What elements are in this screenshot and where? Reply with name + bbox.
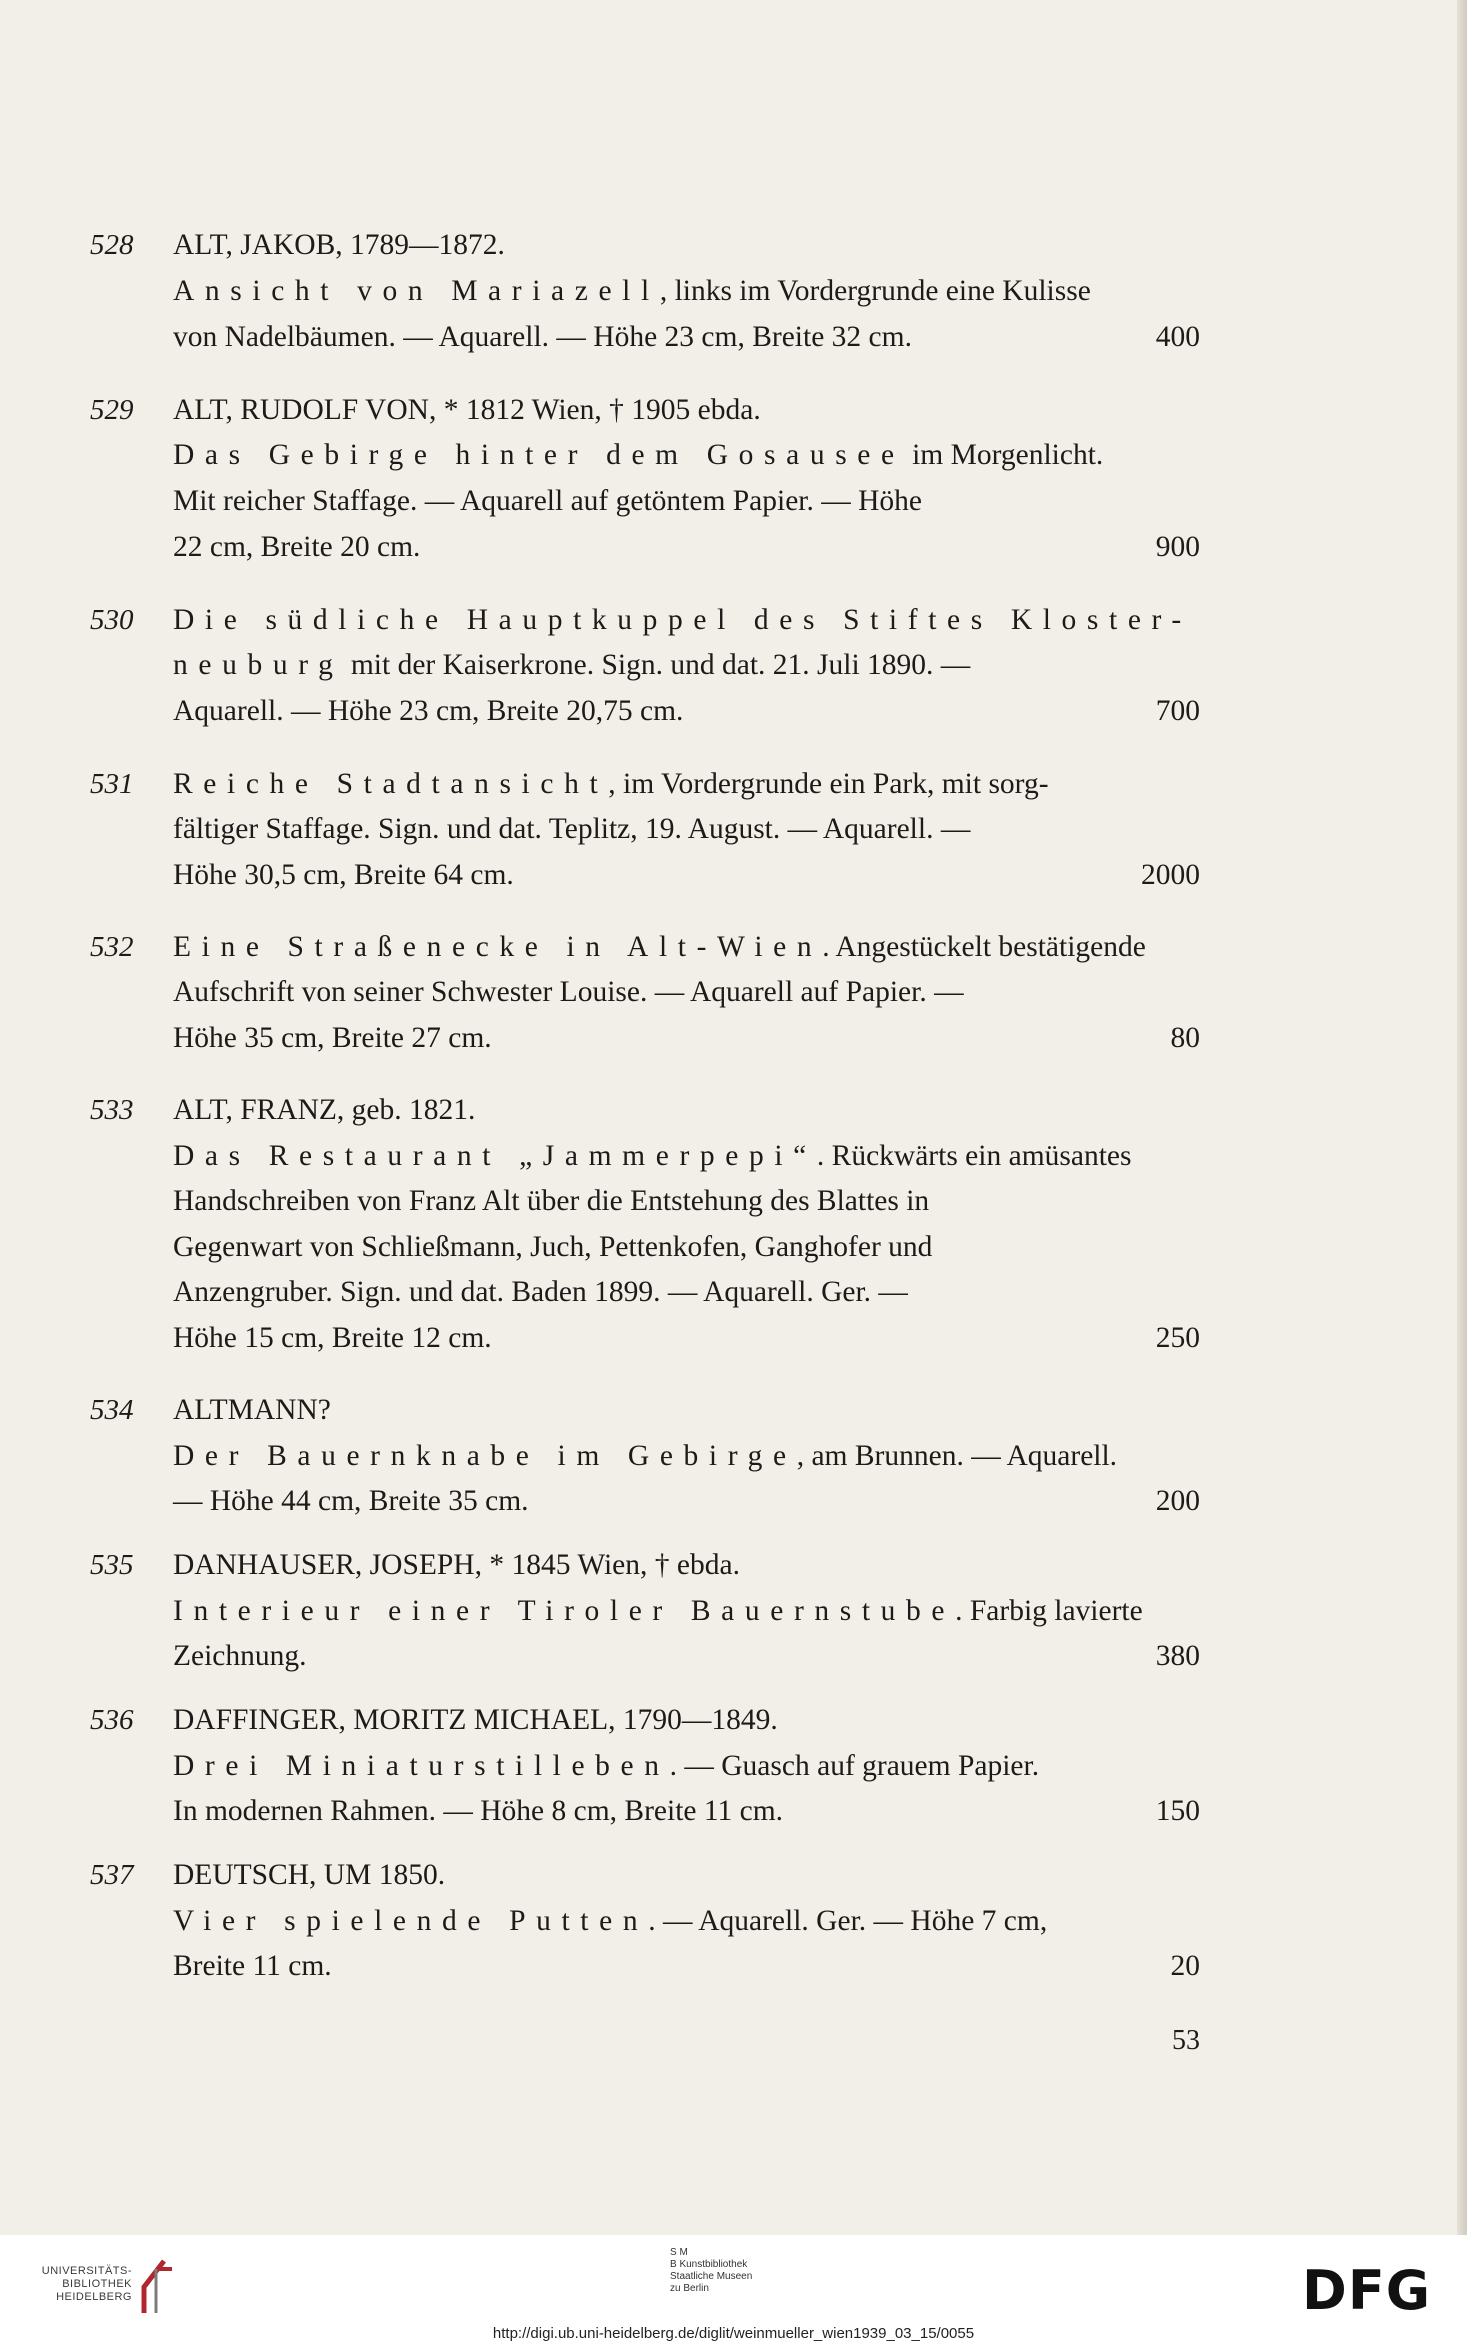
entry-line	[173, 643, 1200, 688]
entry-text	[173, 1543, 740, 1588]
entry-line	[173, 1016, 1200, 1061]
description-text: im Morgenlicht.	[904, 439, 1104, 471]
lot-number: 532	[90, 931, 134, 963]
estimate-price: 400	[1155, 321, 1200, 353]
description-text: , am Brunnen. — Aquarell.	[796, 1440, 1118, 1472]
estimate-price: 2000	[1141, 859, 1200, 891]
entry-line	[173, 970, 1200, 1015]
entry-line	[173, 1179, 1200, 1224]
entry-text	[173, 479, 922, 524]
entry-text	[173, 223, 505, 268]
entry-text	[173, 598, 1192, 643]
spaced-title-text: Vier spielende Putten	[173, 1905, 649, 1937]
entry-line	[173, 1134, 1200, 1179]
dfg-logo: DFG	[1302, 2259, 1432, 2322]
description-text: Mit reicher Staffage. — Aquarell auf getöntem Papier. — Höhe	[173, 485, 923, 517]
entry-text	[173, 1944, 332, 1989]
entry-text	[173, 1434, 1117, 1479]
entry-text	[173, 433, 1103, 478]
source-url-link[interactable]: http://digi.ub.uni-heidelberg.de/diglit/weinmueller_wien1939_03_15/0055	[492, 2325, 975, 2342]
entry-line	[173, 1434, 1200, 1479]
entry-line	[173, 1479, 1200, 1524]
lot-number: 533	[90, 1094, 134, 1126]
estimate-price: 150	[1155, 1795, 1200, 1827]
estimate-price: 250	[1155, 1322, 1200, 1354]
spaced-title-text: Reiche Stadtansicht	[173, 768, 609, 800]
spaced-title-text: Die südliche Hauptkuppel des Stiftes Kloster-	[173, 604, 1192, 636]
entry-text	[173, 1853, 445, 1898]
entry-text	[173, 1016, 492, 1061]
entry-line	[173, 433, 1200, 478]
estimate-price: 900	[1155, 531, 1200, 563]
lot-number: 534	[90, 1394, 134, 1426]
entry-line	[173, 598, 1200, 643]
spaced-title-text: Ansicht von Mariazell	[173, 275, 660, 307]
description-text: Breite 11 cm.	[173, 1950, 332, 1982]
university-library-label: UNIVERSITÄTS- BIBLIOTHEK HEIDELBERG	[41, 2265, 132, 2303]
description-text: . — Guasch auf grauem Papier.	[669, 1750, 1040, 1782]
entry-text	[173, 1316, 492, 1361]
description-text: Aquarell. — Höhe 23 cm, Breite 20,75 cm.	[173, 695, 684, 727]
estimate-price: 700	[1155, 695, 1200, 727]
description-text: mit der Kaiserkrone. Sign. und dat. 21. Juli 1890. —	[343, 649, 971, 681]
entry-line	[173, 223, 1200, 268]
description-text: ALT, FRANZ, geb. 1821.	[173, 1094, 476, 1126]
lot-number: 531	[90, 768, 134, 800]
description-text: fältiger Staffage. Sign. und dat. Teplitz, 19. August. — Aquarell. —	[173, 813, 971, 845]
description-text: . Farbig lavierte	[955, 1595, 1143, 1627]
entry-text	[173, 1225, 932, 1270]
entry-text	[173, 1134, 1131, 1179]
entry-text	[173, 689, 683, 734]
entry-line	[173, 1388, 1200, 1433]
entry-text	[173, 1789, 783, 1834]
page-number: 53	[1172, 2025, 1200, 2056]
entry-line	[173, 479, 1200, 524]
spaced-title-text: Der Bauernknabe im Gebirge	[173, 1440, 797, 1472]
description-text: . Angestückelt bestätigende	[822, 931, 1146, 963]
spaced-title-text: Das Restaurant „Jammerpepi“	[173, 1140, 817, 1172]
entry-line	[173, 1270, 1200, 1315]
lot-number: 535	[90, 1549, 134, 1581]
spaced-title-text: Interieur einer Tiroler Bauernstube	[173, 1595, 956, 1627]
entry-text	[173, 1589, 1143, 1634]
description-text: 22 cm, Breite 20 cm.	[173, 531, 421, 563]
description-text: ALTMANN?	[173, 1394, 331, 1426]
entry-line	[173, 525, 1200, 570]
description-text: Handschreiben von Franz Alt über die Entstehung des Blattes in	[173, 1185, 930, 1217]
spaced-title-text: Drei Miniaturstilleben	[173, 1750, 670, 1782]
description-text: , im Vordergrunde ein Park, mit sorg-	[608, 768, 1049, 800]
entry-text	[173, 807, 970, 852]
spaced-title-text: neuburg	[173, 649, 344, 681]
entry-line	[173, 807, 1200, 852]
entry-line	[173, 1634, 1200, 1679]
entry-line	[173, 1789, 1200, 1834]
description-text: In modernen Rahmen. — Höhe 8 cm, Breite 11 cm.	[173, 1795, 784, 1827]
entry-text	[173, 1899, 1047, 1944]
entry-line	[173, 1853, 1200, 1898]
entry-text	[173, 970, 964, 1015]
page-spine-shadow	[1457, 0, 1467, 2235]
entry-line	[173, 1088, 1200, 1133]
entry-text	[173, 269, 1091, 314]
entry-line	[173, 925, 1200, 970]
description-text: Aufschrift von seiner Schwester Louise. — Aquarell auf Papier. —	[173, 976, 964, 1008]
estimate-price: 200	[1155, 1485, 1200, 1517]
description-text: von Nadelbäumen. — Aquarell. — Höhe 23 cm, Breite 32 cm.	[173, 321, 912, 353]
lot-number: 530	[90, 604, 134, 636]
entry-text	[173, 1179, 929, 1224]
entry-text	[173, 1744, 1039, 1789]
description-text: Zeichnung.	[173, 1640, 307, 1672]
entry-line	[173, 1543, 1200, 1588]
entry-text	[173, 925, 1146, 970]
entry-text	[173, 388, 761, 433]
entry-line	[173, 1316, 1200, 1361]
entry-text	[173, 643, 970, 688]
entry-text	[173, 1634, 307, 1679]
description-text: — Höhe 44 cm, Breite 35 cm.	[173, 1485, 529, 1517]
description-text: . Rückwärts ein amüsantes	[816, 1140, 1132, 1172]
description-text: Gegenwart von Schließmann, Juch, Pettenkofen, Ganghofer und	[173, 1231, 933, 1263]
entry-text	[173, 1388, 331, 1433]
entry-line	[173, 315, 1200, 360]
spaced-title-text: Das Gebirge hinter dem Gosausee	[173, 439, 905, 471]
spaced-title-text: Eine Straßenecke in Alt-Wien	[173, 931, 823, 963]
entry-line	[173, 853, 1200, 898]
description-text: DEUTSCH, UM 1850.	[173, 1859, 446, 1891]
entry-line	[173, 1698, 1200, 1743]
entry-text	[173, 315, 912, 360]
lot-number: 536	[90, 1704, 134, 1736]
description-text: DANHAUSER, JOSEPH, * 1845 Wien, † ebda.	[173, 1549, 740, 1581]
lot-number: 528	[90, 229, 134, 261]
entry-line	[173, 1944, 1200, 1989]
viewer-footer	[0, 2235, 1467, 2345]
description-text: ALT, RUDOLF VON, * 1812 Wien, † 1905 ebda.	[173, 394, 761, 426]
entry-line	[173, 1225, 1200, 1270]
description-text: . — Aquarell. Ger. — Höhe 7 cm,	[648, 1905, 1048, 1937]
estimate-price: 380	[1155, 1640, 1200, 1672]
description-text: DAFFINGER, MORITZ MICHAEL, 1790—1849.	[173, 1704, 778, 1736]
entry-text	[173, 762, 1049, 807]
entry-text	[173, 853, 514, 898]
entry-line	[173, 269, 1200, 314]
description-text: Anzengruber. Sign. und dat. Baden 1899. — Aquarell. Ger. —	[173, 1276, 908, 1308]
lot-number: 537	[90, 1859, 134, 1891]
estimate-price: 80	[1170, 1022, 1200, 1054]
description-text: Höhe 30,5 cm, Breite 64 cm.	[173, 859, 514, 891]
description-text: Höhe 15 cm, Breite 12 cm.	[173, 1322, 492, 1354]
entry-line	[173, 762, 1200, 807]
entry-line	[173, 689, 1200, 734]
entry-line	[173, 1744, 1200, 1789]
kunstbibliothek-logo: S M B Kunstbibliothek Staatliche Museen zu Berlin	[670, 2247, 753, 2294]
entry-line	[173, 1899, 1200, 1944]
entry-text	[173, 525, 420, 570]
description-text: ALT, JAKOB, 1789—1872.	[173, 229, 505, 261]
entry-text	[173, 1698, 778, 1743]
entry-line	[173, 388, 1200, 433]
description-text: Höhe 35 cm, Breite 27 cm.	[173, 1022, 492, 1054]
description-text: , links im Vordergrunde eine Kulisse	[659, 275, 1091, 307]
lot-number: 529	[90, 394, 134, 426]
entry-text	[173, 1479, 529, 1524]
university-logo-icon	[134, 2257, 180, 2317]
estimate-price: 20	[1170, 1950, 1200, 1982]
entry-text	[173, 1088, 475, 1133]
entry-text	[173, 1270, 908, 1315]
entry-line	[173, 1589, 1200, 1634]
